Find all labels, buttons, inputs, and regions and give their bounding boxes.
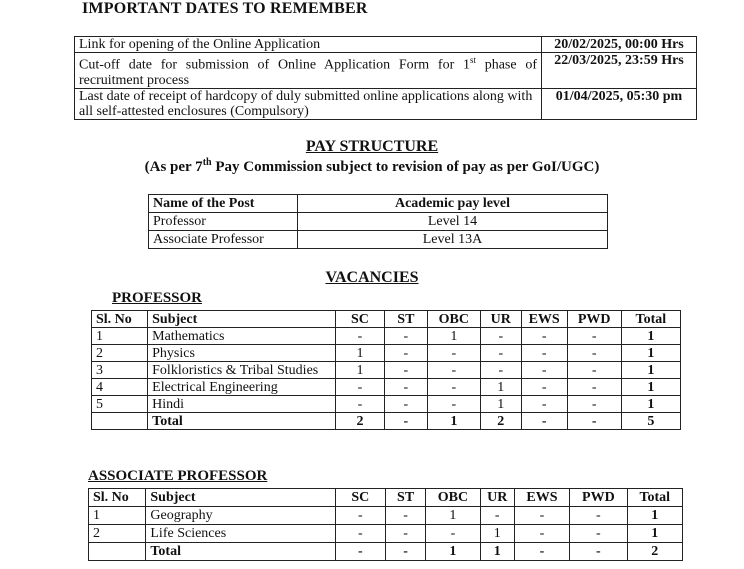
- cell: Hindi: [148, 396, 336, 413]
- column-header: ST: [384, 311, 427, 328]
- cell: Folkloristics & Tribal Studies: [148, 362, 336, 379]
- cell: -: [567, 396, 621, 413]
- cell: -: [514, 543, 569, 561]
- table-row: [149, 213, 608, 231]
- vacancies-heading: VACANCIES: [325, 269, 419, 286]
- cell: Geography: [146, 507, 335, 525]
- column-header: Sl. No: [92, 311, 148, 328]
- associate-professor-vacancies-table: [88, 488, 683, 561]
- date-value: 22/03/2025, 23:59 Hrs: [542, 53, 697, 89]
- cell: Life Sciences: [146, 525, 335, 543]
- table-header-row: [92, 311, 681, 328]
- column-header: EWS: [521, 311, 567, 328]
- cell: -: [335, 396, 384, 413]
- cell: 1: [335, 345, 384, 362]
- cell: 2: [92, 345, 148, 362]
- associate-professor-heading: ASSOCIATE PROFESSOR: [88, 468, 268, 484]
- cell: 1: [480, 525, 514, 543]
- cell: Physics: [148, 345, 336, 362]
- post-name: Professor: [149, 213, 298, 231]
- total-label: Total: [146, 543, 335, 561]
- cell: 1: [621, 396, 680, 413]
- table-row: [92, 396, 681, 413]
- cell: -: [514, 507, 569, 525]
- cell: -: [427, 362, 480, 379]
- cell: -: [427, 345, 480, 362]
- table-row: [75, 53, 697, 89]
- cell: -: [384, 396, 427, 413]
- professor-vacancies-table: [91, 310, 681, 430]
- cell: -: [335, 379, 384, 396]
- table-row: [92, 379, 681, 396]
- cell: [92, 413, 148, 430]
- cell: -: [426, 525, 480, 543]
- cell: -: [384, 379, 427, 396]
- table-row: [149, 231, 608, 249]
- column-header: Total: [621, 311, 680, 328]
- cell: -: [427, 379, 480, 396]
- cell: 4: [92, 379, 148, 396]
- cell: 1: [426, 507, 480, 525]
- column-header: PWD: [567, 311, 621, 328]
- cell: 2: [480, 413, 521, 430]
- table-row: [92, 328, 681, 345]
- column-header: Subject: [146, 489, 335, 507]
- cell: 1: [621, 345, 680, 362]
- cell: 1: [621, 328, 680, 345]
- cell: -: [567, 413, 621, 430]
- cell: -: [570, 525, 627, 543]
- table-header-row: [149, 195, 608, 213]
- cell: -: [384, 362, 427, 379]
- cell: 1: [480, 543, 514, 561]
- column-header: OBC: [426, 489, 480, 507]
- date-label: Cut-off date for submission of Online Application Form for 1st phase of recruitment process: [75, 53, 542, 89]
- cell: -: [567, 345, 621, 362]
- cell: -: [567, 362, 621, 379]
- cell: 5: [621, 413, 680, 430]
- cell: 2: [627, 543, 682, 561]
- cell: 1: [426, 543, 480, 561]
- column-header: Subject: [148, 311, 336, 328]
- important-dates-table: [74, 36, 697, 120]
- cell: -: [521, 362, 567, 379]
- cell: [89, 543, 146, 561]
- cell: -: [384, 345, 427, 362]
- cell: -: [521, 379, 567, 396]
- cell: 3: [92, 362, 148, 379]
- cell: 1: [621, 379, 680, 396]
- cell: -: [514, 525, 569, 543]
- pay-structure-subtitle: (As per 7th Pay Commission subject to revision of pay as per GoI/UGC): [144, 157, 600, 175]
- pay-structure-heading: PAY STRUCTURE: [305, 138, 439, 155]
- cell: -: [567, 328, 621, 345]
- table-row: [75, 88, 697, 119]
- date-label: Last date of receipt of hardcopy of duly submitted online applications along with all self-attested enclosures (Compulsory): [75, 88, 542, 119]
- cell: -: [521, 328, 567, 345]
- cell: -: [335, 507, 385, 525]
- cell: -: [521, 396, 567, 413]
- column-header: Total: [627, 489, 682, 507]
- table-total-row: [89, 543, 683, 561]
- pay-structure-table: [148, 194, 608, 249]
- cell: 1: [89, 507, 146, 525]
- cell: -: [385, 543, 425, 561]
- pay-level: Level 14: [298, 213, 608, 231]
- cell: 1: [621, 362, 680, 379]
- professor-heading: PROFESSOR: [112, 290, 203, 306]
- column-header: Name of the Post: [149, 195, 298, 213]
- column-header: PWD: [570, 489, 627, 507]
- cell: -: [480, 345, 521, 362]
- column-header: UR: [480, 489, 514, 507]
- cell: -: [385, 507, 425, 525]
- column-header: Academic pay level: [298, 195, 608, 213]
- table-total-row: [92, 413, 681, 430]
- column-header: UR: [480, 311, 521, 328]
- cell: -: [521, 345, 567, 362]
- cell: -: [335, 328, 384, 345]
- cell: 2: [335, 413, 384, 430]
- column-header: SC: [335, 489, 385, 507]
- cell: -: [480, 328, 521, 345]
- cell: 1: [627, 525, 682, 543]
- cell: Electrical Engineering: [148, 379, 336, 396]
- cell: -: [570, 507, 627, 525]
- column-header: SC: [335, 311, 384, 328]
- column-header: ST: [385, 489, 425, 507]
- cell: 1: [92, 328, 148, 345]
- cell: -: [384, 413, 427, 430]
- cell: -: [567, 379, 621, 396]
- pay-level: Level 13A: [298, 231, 608, 249]
- cell: 1: [480, 379, 521, 396]
- cell: -: [480, 362, 521, 379]
- table-row: [92, 345, 681, 362]
- table-row: [89, 525, 683, 543]
- important-dates-heading: IMPORTANT DATES TO REMEMBER: [82, 0, 368, 17]
- cell: 1: [427, 328, 480, 345]
- column-header: OBC: [427, 311, 480, 328]
- date-value: 01/04/2025, 05:30 pm: [542, 88, 697, 119]
- date-value: 20/02/2025, 00:00 Hrs: [542, 37, 697, 53]
- post-name: Associate Professor: [149, 231, 298, 249]
- cell: -: [335, 525, 385, 543]
- cell: -: [480, 507, 514, 525]
- cell: 2: [89, 525, 146, 543]
- cell: 1: [427, 413, 480, 430]
- table-row: [75, 37, 697, 53]
- column-header: EWS: [514, 489, 569, 507]
- cell: -: [521, 413, 567, 430]
- cell: 5: [92, 396, 148, 413]
- cell: 1: [335, 362, 384, 379]
- column-header: Sl. No: [89, 489, 146, 507]
- cell: 1: [480, 396, 521, 413]
- cell: -: [427, 396, 480, 413]
- date-label: Link for opening of the Online Application: [75, 37, 542, 53]
- table-row: [89, 507, 683, 525]
- cell: -: [335, 543, 385, 561]
- cell: -: [570, 543, 627, 561]
- cell: Mathematics: [148, 328, 336, 345]
- total-label: Total: [148, 413, 336, 430]
- cell: -: [385, 525, 425, 543]
- cell: 1: [627, 507, 682, 525]
- table-header-row: [89, 489, 683, 507]
- table-row: [92, 362, 681, 379]
- cell: -: [384, 328, 427, 345]
